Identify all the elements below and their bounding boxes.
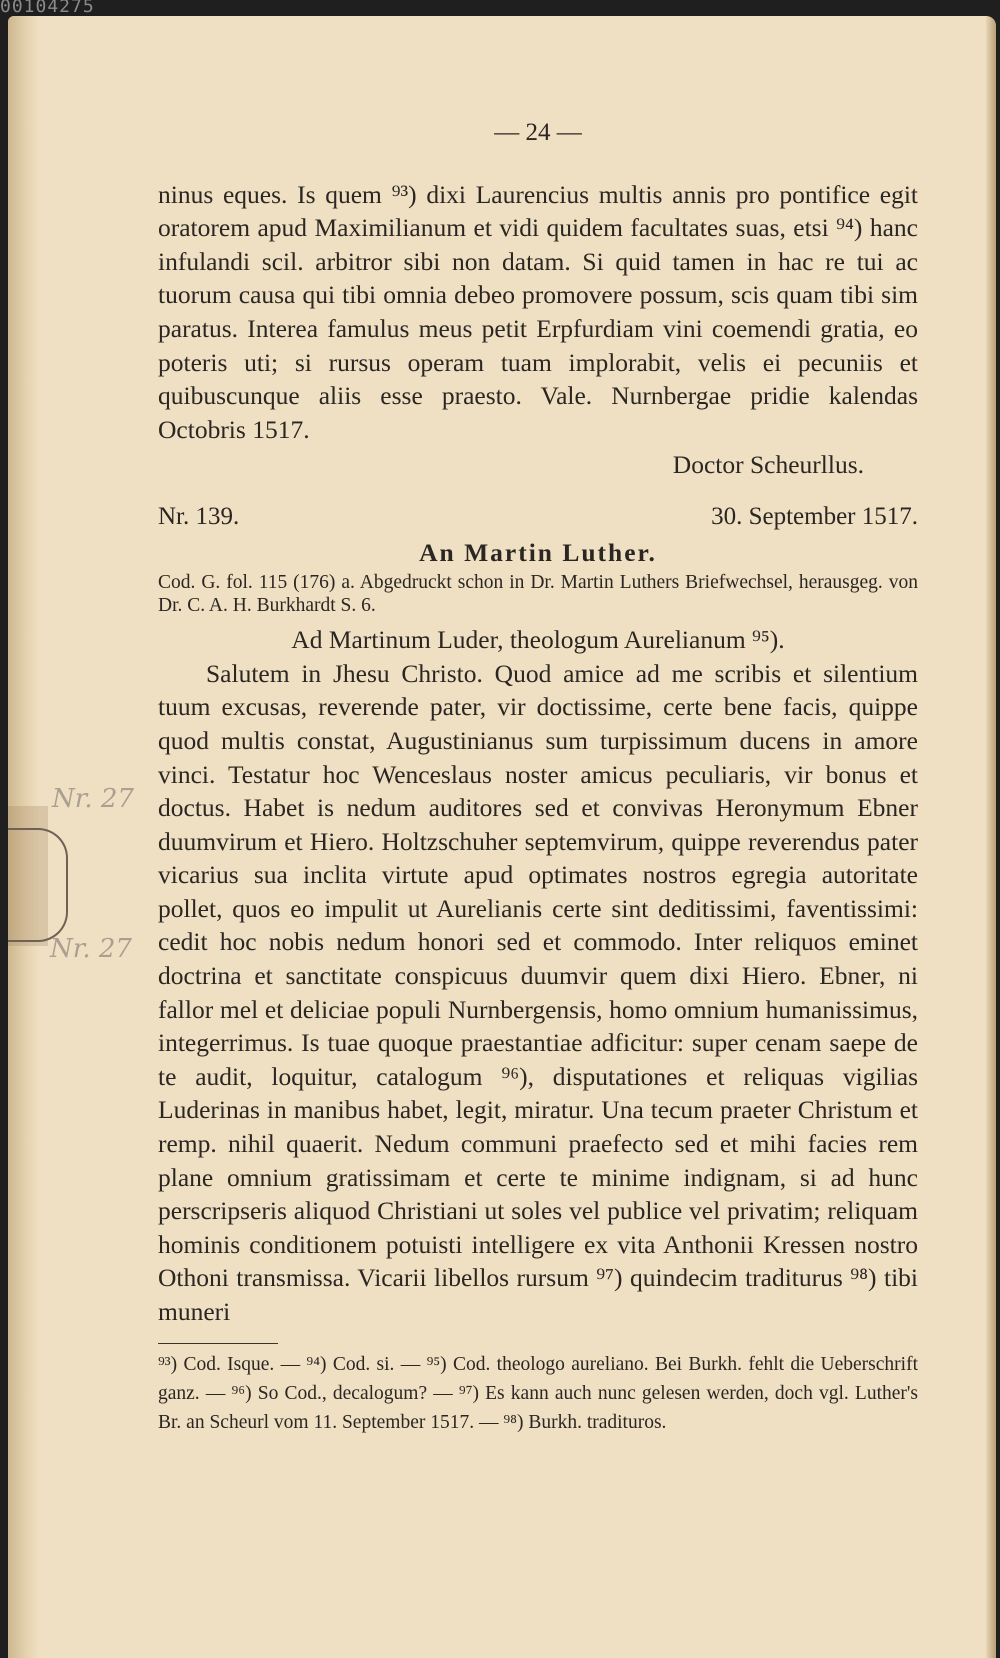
letter-addressee: An Martin Luther. [419,537,657,567]
footnote-rule [158,1343,278,1344]
page-number: — 24 — [494,119,582,146]
letter-number: Nr. 139. [158,502,240,530]
letter-header [158,500,918,534]
source-note: Cod. G. fol. 115 (176) a. Abgedruckt schon in Dr. Martin Luthers Briefwechsel, herausgeg. von Dr. C. A. H. Burkhardt S. 6. [158,572,918,617]
letter-date: 30. September 1517. [711,502,918,530]
scan-id: 00104275 [0,0,95,14]
page-edge [986,16,996,1658]
margin-note-pencil: Nr. 27 [50,934,132,964]
footnotes: ⁹³) Cod. Isque. — ⁹⁴) Cod. si. — ⁹⁵) Cod. theologo aureliano. Bei Burkh. fehlt die Ueberschrift ganz. — ⁹⁶) So Cod., decalogum? — ⁹⁷) Es kann auch nunc gelesen werden, doch vgl. Luther's Br. an Scheurl vom 11. September 1517. — ⁹⁸) Burkh. tradituros. [158,1353,918,1433]
page-content [158,116,918,1437]
letter-body: Salutem in Jhesu Christo. Quod amice ad me scribis et silentium tuum excusas, reverende pater, vir doctissime, certe bene facis, quippe quod multis constat, Augustinianus sum turpissimum ducens in amore vinci. Testatur hoc Wenceslaus noster amicus peculiaris, vir bonus et doctus. Habet is nedum auditores sed et convivas Heronymum Ebner duumvirum et Hiero. Holtzschuher septemvirum, quippe reverendus pater vicarius sua inclita virtute apud optimates nostros egregia autoritate pollet, quos eo impulit ut Aurelianis certe sint deditissimi, faventissimi: cedit hoc nobis nedum honori sed et commodo. Inter reliquos eminet doctrina et sanctitate conspicuus duumvir quem dixi Hiero. Ebner, ni fallor mel et deliciae populi Nurnbergensis, homo omnium humanissimus, integerrimus. Is tuae quoque praestantiae adficitur: super cenam saepe de te audit, loquitur, catalogum ⁹⁶), disputationes et reliquas vigilias Luderinas in manibus habet, legit, miratur. Una tecum praeter Christum et remp. nihil quaerit. Nedum communi praefecto sed et mihi facies rem plane omnium gratissimam et certe te minime indignam, si ad hunc perscripseris aliquod Christiani ut soles vel publice vel privatim; reliquam hominis conditionem potuisti intelligere ex vita Anthonii Kressen nostro Othoni transmissa. Vicarii libellos rursum ⁹⁷) quindecim traditurus ⁹⁸) tibi muneri [158,658,918,1326]
previous-letter-ending: ninus eques. Is quem ⁹³) dixi Laurencius multis annis pro pontifice egit oratorem apud Maximilianum et vidi quidem facultates suas, etsi ⁹⁴) hanc infulandi scil. arbitror sibi non datam. Si quid tamen in hac re tui ac tuorum causa qui tibi omnia debeo promovere possum, scis quam tibi sim paratus. Interea famulus meus petit Erpfurdiam vini coemendi gratia, eo poteris uti; si rursus operam tuam implorabit, velis ei pecuniis et quibuscunque aliis esse praesto. Vale. Nurnbergae pridie kalendas Octobris 1517. [158,179,918,444]
margin-note-pencil: Nr. 27 [52,784,134,814]
page-tab-mark [8,828,68,942]
book-page [8,16,996,1658]
signature: Doctor Scheurllus. [672,450,864,480]
letter-salutation: Ad Martinum Luder, theologum Aurelianum ⁹⁵). [291,625,785,655]
